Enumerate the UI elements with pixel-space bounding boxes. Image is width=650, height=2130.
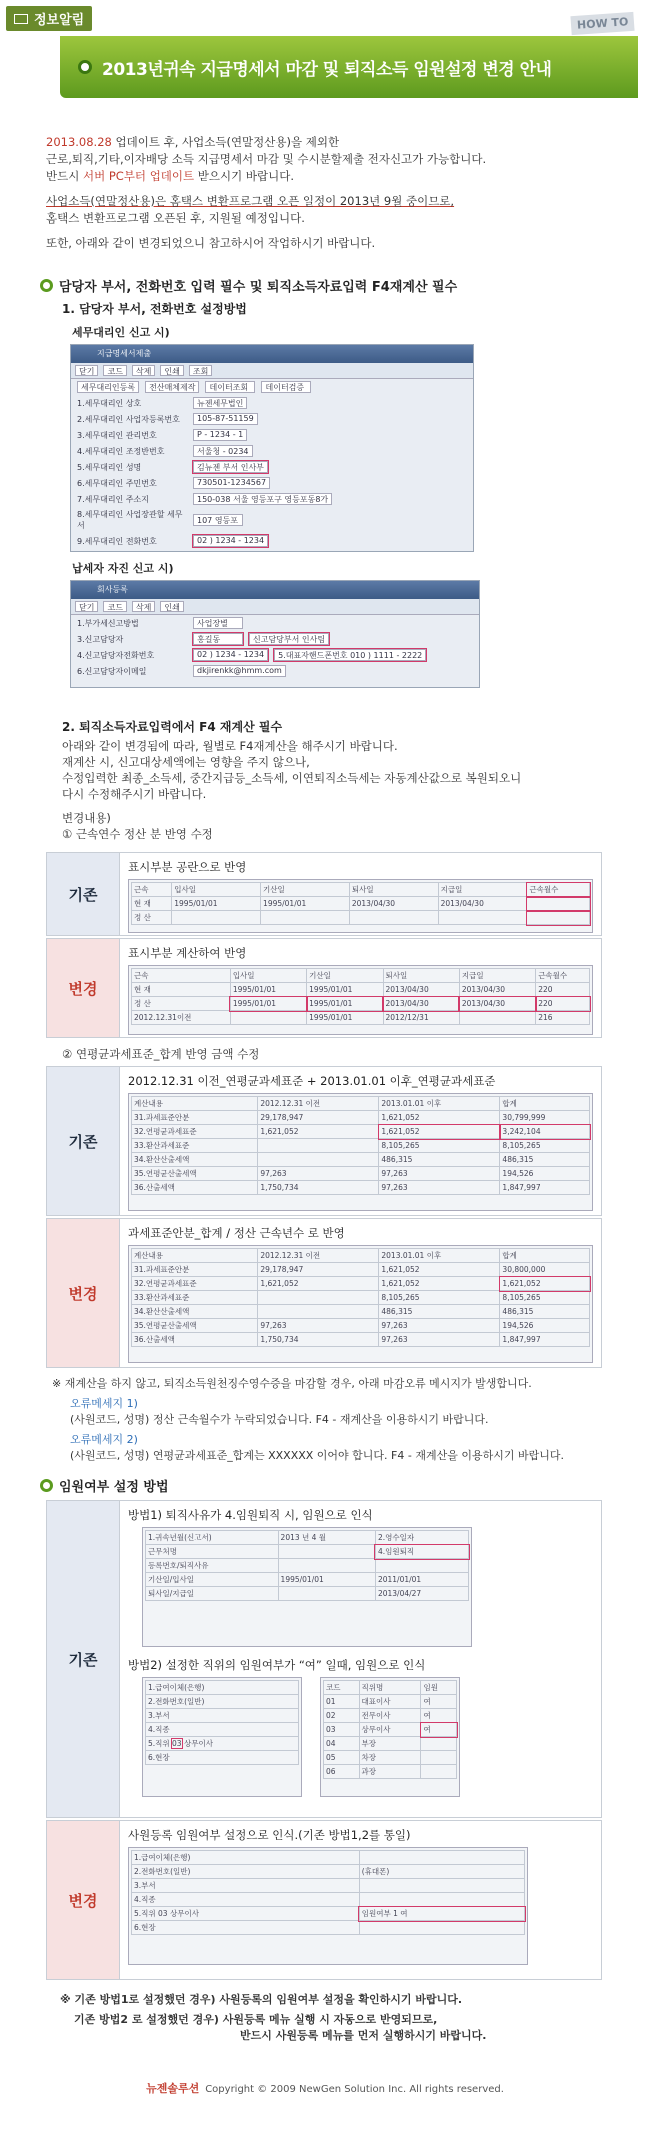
intro-line: 근로,퇴직,기타,이자배당 소득 지급명세서 마감 및 수시분할제출 전자신고가 가능합니다.	[46, 152, 487, 166]
form-row	[71, 615, 479, 631]
field-label: 7.세무대리인 주소지	[77, 494, 149, 504]
field-value[interactable]: 02 ) 1234 - 1234	[193, 535, 268, 547]
bottom-note: ※ 기존 방법1로 설정했던 경우) 사원등록의 임원여부 설정을 확인하시기 바랍니다.	[60, 1993, 463, 2006]
new-label: 변경	[47, 1219, 119, 1367]
compare-box-old-2	[46, 1066, 602, 1216]
field-label: 4.신고담당자전화번호	[77, 650, 155, 660]
form-row	[71, 533, 473, 549]
employee-register-image: 1.급여이체(은행) 2.전화번호(일반) (휴대폰) 3.부서 4.직종 5.직위 03 상무이사 임원여부 1 여 6.현장	[128, 1847, 528, 1965]
field-label: 8.세무대리인 사업장관할 세무서	[77, 510, 183, 530]
form-row	[71, 475, 473, 491]
toolbar: 닫기 코드 삭제 인쇄	[71, 599, 479, 615]
howto-badge: HOW TO	[570, 12, 635, 35]
tab-bar	[71, 379, 473, 395]
intro-line: 반드시	[46, 169, 83, 183]
body-line: 다시 수정해주시기 바랍니다.	[62, 787, 207, 801]
form-row	[71, 507, 473, 533]
section-1-title	[40, 276, 457, 295]
intro-line: 또한, 아래와 같이 변경되었으니 참고하시어 작업하시기 바랍니다.	[46, 236, 376, 250]
field-value[interactable]: 뉴젠세무법인	[193, 397, 247, 409]
form-row	[71, 443, 473, 459]
error-title: 오류메세지 1)	[70, 1397, 138, 1410]
field-label: 9.세무대리인 전화번호	[77, 536, 157, 546]
compare-box-new-1	[46, 938, 602, 1038]
retirement-table-image: 근속 입사일 기산일 퇴사일 지급일 근속월수 현 재 1995/01/01 1995/01/01 2013/04/30 2013/04/30 220 정 산 1995/01/01 1995/01/01 2013/04/30 2013/04/30 220 2012.12.31이전 1995/01/01 2012/12/31 216	[128, 965, 593, 1035]
bullet-icon	[40, 1479, 53, 1492]
body-line: ① 근속연수 정산 분 반영 수정	[62, 827, 213, 841]
title-banner	[60, 15, 638, 98]
field-label: 3.세무대리인 관리번호	[77, 430, 157, 440]
field-label: 2.세무대리인 사업자등록번호	[77, 414, 180, 424]
officer-box-old	[46, 1500, 602, 1818]
bottom-notes	[60, 1992, 486, 2044]
old-label: 기존	[47, 1067, 119, 1215]
field-label: 6.세무대리인 주민번호	[77, 478, 157, 488]
position-code-image: 코드 직위명 임원 01 대표이사 여 02 전무이사 여 03 상무이사 여 04 부장 05 차장 06 과장	[320, 1677, 460, 1797]
field-value[interactable]: 5.대표자핸드폰번호 010 ) 1111 - 2222	[274, 649, 426, 661]
bullet-icon	[78, 60, 92, 74]
footer	[0, 2080, 650, 2096]
notice-tag	[6, 6, 92, 31]
field-value[interactable]: 홍길동	[193, 633, 243, 645]
tax-base-table-image: 계산내용 2012.12.31 이전 2013.01.01 이후 합계 31.과세표준안분 29,178,947 1,621,052 30,800,000 32.연평균과세표준 1,621,052 1,621,052 1,621,052 33.환산과세표준 8,105,265 8,105,265 34.환산산출세액 486,315 486,315 35.연평균산출세액 97,263 97,263 194,526 36.산출세액 1,750,734 97,263 1,847,997	[128, 1245, 593, 1363]
error-section	[52, 1376, 564, 1464]
tax-base-table-image: 계산내용 2012.12.31 이전 2013.01.01 이후 합계 31.과세표준안분 29,178,947 1,621,052 30,799,999 32.연평균과세표준 1,621,052 1,621,052 3,242,104 33.환산과세표준 8,105,265 8,105,265 34.환산산출세액 486,315 486,315 35.연평균산출세액 97,263 97,263 194,526 36.산출세액 1,750,734 97,263 1,847,997	[128, 1093, 593, 1211]
section-title-text: 임원여부 설정 방법	[59, 1480, 169, 1495]
page-title: 2013년귀속 지급명세서 마감 및 퇴직소득 임원설정 변경 안내	[102, 59, 552, 80]
form-row	[71, 491, 473, 507]
error-message: (사원코드, 성명) 연평균과세표준_합계는 XXXXXX 이어야 합니다. F4 - 재계산을 이용하시기 바랍니다.	[70, 1449, 564, 1462]
bottom-note: 반드시 사원등록 메뉴를 먼저 실행하시기 바랍니다.	[240, 2029, 487, 2042]
change-item-2: ② 연평균과세표준_합계 반영 금액 수정	[62, 1047, 260, 1061]
form-rows	[71, 615, 479, 679]
form-row	[71, 411, 473, 427]
field-value[interactable]: 150-038 서울 영등포구 영등포동8가	[193, 493, 332, 505]
field-value[interactable]: 서울청 - 0234	[193, 445, 253, 457]
toolbar: 닫기 코드 삭제 인쇄 조회	[71, 363, 473, 379]
tab: 데이터검증	[261, 381, 311, 393]
retirement-reason-image: 1.귀속년월(신고서) 2013 년 4 월 2.영수일자 근무처명 4.임원퇴직 등록번호/퇴직사유 기산일/입사일 1995/01/01 2011/01/01 퇴사일/지급일 2013/04/27	[142, 1527, 472, 1647]
box-caption: 2012.12.31 이전_연평균과세표준 + 2013.01.01 이후_연평균과세표준	[128, 1074, 496, 1088]
method-1-caption: 방법1) 퇴직사유가 4.임원퇴직 시, 임원으로 인식	[128, 1508, 373, 1522]
field-value[interactable]: 105-87-51159	[193, 413, 258, 425]
field-label: 1.세무대리인 상호	[77, 398, 142, 408]
field-value[interactable]: P - 1234 - 1	[193, 429, 247, 441]
field-value[interactable]: 730501-1234567	[193, 477, 270, 489]
body-line: 재계산 시, 신고대상세액에는 영향을 주지 않으나,	[62, 755, 310, 769]
notice-label: 정보알림	[34, 13, 85, 28]
field-value[interactable]: 신고담당부서 인사팀	[249, 633, 329, 645]
intro-text	[46, 134, 626, 252]
intro-line: 업데이트 후, 사업소득(연말정산용)을 제외한	[111, 135, 340, 149]
body-line: 아래와 같이 변경됨에 따라, 월별로 F4재계산을 해주시기 바랍니다.	[62, 739, 398, 753]
section-title-text: 담당자 부서, 전화번호 입력 필수 및 퇴직소득자료입력 F4재계산 필수	[59, 280, 458, 295]
field-label: 5.세무대리인 성명	[77, 462, 142, 472]
error-note: ※ 재계산을 하지 않고, 퇴직소득원천징수영수증을 마감할 경우, 아래 마감오류 메시지가 발생합니다.	[52, 1377, 532, 1390]
section-2-body	[62, 738, 521, 842]
field-value[interactable]: 사업장별	[193, 617, 243, 629]
bullet-icon	[40, 279, 53, 292]
form-row	[71, 395, 473, 411]
update-date: 2013.08.28	[46, 135, 112, 149]
copyright: Copyright © 2009 NewGen Solution Inc. All rights reserved.	[205, 2084, 504, 2095]
subsection-title: 2. 퇴직소득자료입력에서 F4 재계산 필수	[62, 720, 283, 734]
server-update-emphasis: 서버 PC부터 업데이트	[82, 169, 195, 183]
form-row	[71, 631, 479, 647]
case-label: 납세자 자진 신고 시)	[72, 562, 174, 575]
field-value[interactable]: dkjirenkk@hmm.com	[193, 665, 286, 677]
compare-box-old-1	[46, 852, 602, 936]
employee-form-image: 1.급여이체(은행) 2.전화번호(일반) 3.부서 4.직종 5.직위 03 상무이사 6.현장	[142, 1677, 302, 1797]
case-label: 세무대리인 신고 시)	[72, 326, 170, 339]
new-label: 변경	[47, 939, 119, 1037]
box-caption: 표시부분 공란으로 반영	[128, 860, 247, 874]
field-label: 4.세무대리인 조정반번호	[77, 446, 165, 456]
taxpayer-screenshot	[70, 580, 480, 688]
tab: 데이터조회	[205, 381, 255, 393]
box-caption: 표시부분 계산하여 반영	[128, 946, 247, 960]
field-value[interactable]: 02 ) 1234 - 1234	[193, 649, 268, 661]
form-rows	[71, 395, 473, 549]
tab: 전산매체제작	[145, 381, 199, 393]
form-row	[71, 663, 479, 679]
envelope-icon	[14, 14, 28, 24]
company-logo: 뉴젠솔루션	[146, 2082, 200, 2095]
error-title: 오류메세지 2)	[70, 1433, 138, 1446]
new-label: 변경	[47, 1821, 119, 1979]
intro-line: 받으시기 바랍니다.	[194, 169, 294, 183]
field-value[interactable]: 김뉴젠 부서 인사부	[193, 461, 268, 473]
method-2-caption: 방법2) 설정한 직위의 임원여부가 “여” 일때, 임원으로 인식	[128, 1658, 426, 1672]
section-3-title	[40, 1476, 169, 1495]
subsection-title: 1. 담당자 부서, 전화번호 설정방법	[62, 302, 247, 316]
error-message: (사원코드, 성명) 정산 근속월수가 누락되었습니다. F4 - 재계산을 이용하시기 바랍니다.	[70, 1413, 489, 1426]
officer-box-new	[46, 1820, 602, 1980]
bottom-note: 기존 방법2 로 설정했던 경우) 사원등록 메뉴 실행 시 자동으로 반영되므로,	[74, 2013, 438, 2026]
field-label: 1.부가세신고방법	[77, 618, 139, 628]
intro-line: 홈택스 변환프로그램 오픈된 후, 지원될 예정입니다.	[46, 211, 305, 225]
old-label: 기존	[47, 1501, 119, 1817]
field-label: 3.신고담당자	[77, 634, 124, 644]
form-row	[71, 459, 473, 475]
field-value[interactable]: 107 영등포	[193, 514, 243, 526]
tax-agent-screenshot	[70, 344, 474, 552]
intro-line: 사업소득(연말정산용)은 홈택스 변환프로그램 오픈 일정이 2013년 9월 중이므로,	[46, 194, 455, 208]
body-line: 수정입력한 최종_소득세, 중간지급등_소득세, 이연퇴직소득세는 자동계산값으로 복원되오니	[62, 771, 522, 785]
compare-box-new-2	[46, 1218, 602, 1368]
old-label: 기존	[47, 853, 119, 935]
new-method-caption: 사원등록 임원여부 설정으로 인식.(기존 방법1,2를 통일)	[128, 1828, 411, 1842]
box-caption: 과세표준안분_합계 / 정산 근속년수 로 반영	[128, 1226, 345, 1240]
field-label: 6.신고담당자이메일	[77, 666, 147, 676]
window-title: 회사등록	[71, 581, 479, 599]
form-row	[71, 647, 479, 663]
retirement-table-image: 근속 입사일 기산일 퇴사일 지급일 근속월수 현 재 1995/01/01 1995/01/01 2013/04/30 2013/04/30 정 산	[128, 879, 593, 933]
form-row	[71, 427, 473, 443]
body-line: 변경내용)	[62, 811, 111, 825]
tab: 세무대리인등록	[77, 381, 139, 393]
window-title: 지급명세서제출	[71, 345, 473, 363]
